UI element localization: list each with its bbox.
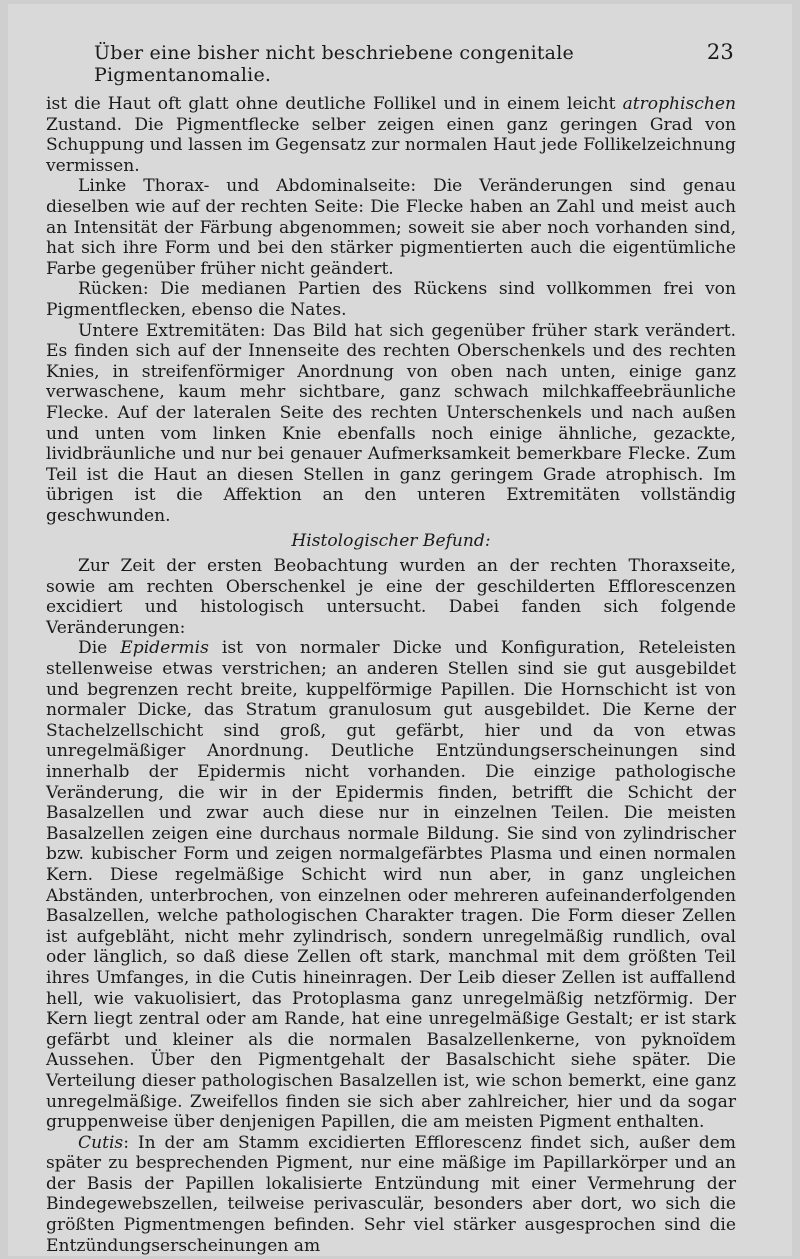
paragraph: Cutis: In der am Stamm excidierten Efflorescenz findet sich, außer dem später zu besprechenden Pigment, nur eine mäßige im Papillarkörper und an der Basis der Papillen lokalisierte Entzündung mit einer Vermehrung der Bindegewebszellen, teilweise perivasculär, besonders aber dort, wo sich die größten Pigmentmengen befinden. Sehr viel stärker ausgesprochen sind die Entzündungserscheinungen am	[46, 1132, 736, 1256]
body-text	[46, 94, 736, 1256]
paragraph: Zur Zeit der ersten Beobachtung wurden an der rechten Thoraxseite, sowie am rechten Oberschenkel je eine der geschilderten Efflorescenzen excidiert und histologisch untersucht. Dabei fanden sich folgende Veränderungen:	[46, 556, 736, 638]
book-page	[8, 4, 792, 1256]
paragraph: Rücken: Die medianen Partien des Rückens sind vollkommen frei von Pigmentflecken, ebenso die Nates.	[46, 279, 736, 320]
page-number: 23	[706, 40, 734, 64]
paragraph: ist die Haut oft glatt ohne deutliche Follikel und in einem leicht atrophischen Zustand. Die Pigmentflecke selber zeigen einen ganz geringen Grad von Schuppung und lassen im Gegensatz zur normalen Haut jede Follikelzeichnung vermissen.	[46, 94, 736, 176]
paragraph: Untere Extremitäten: Das Bild hat sich gegenüber früher stark verändert. Es finden sich auf der Innenseite des rechten Oberschenkels und des rechten Knies, in streifenförmiger Anordnung von oben nach unten, einige ganz verwaschene, kaum mehr sichtbare, ganz schwach milchkaffeebräunliche Flecke. Auf der lateralen Seite des rechten Unterschenkels und nach außen und unten vom linken Knie ebenfalls noch einige ähnliche, gezackte, lividbräunliche und nur bei genauer Aufmerksamkeit bemerkbare Flecke. Zum Teil ist die Haut an diesen Stellen in ganz geringem Grade atrophisch. Im übrigen ist die Affektion an den unteren Extremitäten vollständig geschwunden.	[46, 320, 736, 526]
paragraph: Die Epidermis ist von normaler Dicke und Konfiguration, Reteleisten stellenweise etwas verstrichen; an anderen Stellen sind sie gut ausgebildet und begrenzen recht breite, kuppelförmige Papillen. Die Hornschicht ist von normaler Dicke, das Stratum granulosum gut ausgebildet. Die Kerne der Stachelzellschicht sind groß, gut gefärbt, hier und da von etwas unregelmäßiger Anordnung. Deutliche Entzündungserscheinungen sind innerhalb der Epidermis nicht vorhanden. Die einzige pathologische Veränderung, die wir in der Epidermis finden, betrifft die Schicht der Basalzellen und zwar auch diese nur in einzelnen Teilen. Die meisten Basalzellen zeigen eine durchaus normale Bildung. Sie sind von zylindrischer bzw. kubischer Form und zeigen normalgefärbtes Plasma und einen normalen Kern. Diese regelmäßige Schicht wird nun aber, in ganz ungleichen Abständen, unterbrochen, von einzelnen oder mehreren aufeinanderfolgenden Basalzellen, welche pathologischen Charakter tragen. Die Form dieser Zellen ist aufgebläht, nicht mehr zylindrisch, sondern unregelmäßig rundlich, oval oder länglich, so daß diese Zellen oft stark, manchmal mit dem größten Teil ihres Umfanges, in die Cutis hineinragen. Der Leib dieser Zellen ist auffallend hell, wie vakuolisiert, das Protoplasma ganz unregelmäßig netzförmig. Der Kern liegt zentral oder am Rande, hat eine unregelmäßige Gestalt; er ist stark gefärbt und kleiner als die normalen Basalzellenkerne, von pyknoïdem Aussehen. Über den Pigmentgehalt der Basalschicht siehe später. Die Verteilung dieser pathologischen Basalzellen ist, wie schon bemerkt, eine ganz unregelmäßige. Zweifellos finden sie sich aber zahlreicher, hier und da sogar gruppenweise über denjenigen Papillen, die am meisten Pigment enthalten.	[46, 638, 736, 1133]
running-title: Über eine bisher nicht beschriebene congenitale Pigmentanomalie.	[94, 42, 574, 86]
paragraph: Linke Thorax- und Abdominalseite: Die Veränderungen sind genau dieselben wie auf der rechten Seite: Die Flecke haben an Zahl und meist auch an Intensität der Färbung abgenommen; soweit sie aber noch vorhanden sind, hat sich ihre Form und bei den stärker pigmentierten auch die eigentümliche Farbe gegenüber früher nicht geändert.	[46, 176, 736, 279]
section-heading: Histologischer Befund:	[291, 531, 491, 552]
page-content	[46, 40, 736, 1256]
running-head	[46, 40, 736, 86]
